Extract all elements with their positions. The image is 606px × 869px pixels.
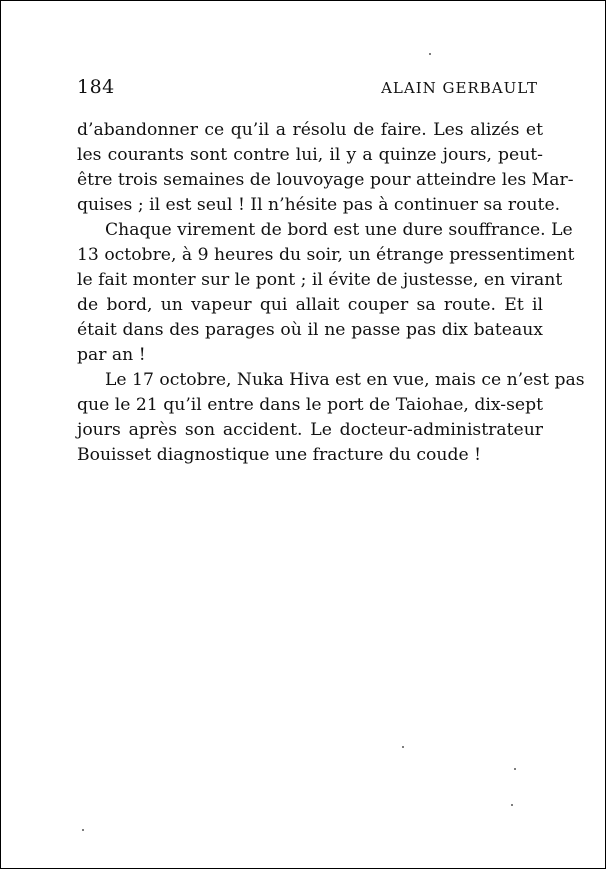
scan-speck: [82, 829, 84, 831]
text-line: Le 17 octobre, Nuka Hiva est en vue, mais ce n’est pas: [105, 370, 585, 390]
scan-speck: [402, 746, 404, 748]
running-header: ALAIN GERBAULT: [381, 79, 538, 97]
text-line: que le 21 qu’il entre dans le port de Taiohae, dix-sept: [77, 395, 543, 415]
scan-speck: [429, 53, 431, 55]
text-line: Chaque virement de bord est une dure souffrance. Le: [105, 220, 573, 240]
text-line: d’abandonner ce qu’il a résolu de faire. Les alizés et: [77, 120, 543, 140]
text-line: était dans des parages où il ne passe pas dix bateaux: [77, 320, 543, 340]
text-line: jours après son accident. Le docteur-administrateur: [77, 420, 543, 440]
body-text: [77, 118, 585, 468]
page-number: 184: [77, 76, 115, 98]
text-line: les courants sont contre lui, il y a quinze jours, peut-: [77, 145, 543, 165]
text-line: être trois semaines de louvoyage pour atteindre les Mar-: [77, 170, 574, 190]
text-line: 13 octobre, à 9 heures du soir, un étrange pressentiment: [77, 245, 575, 265]
text-line: de bord, un vapeur qui allait couper sa route. Et il: [77, 295, 543, 315]
text-line: quises ; il est seul ! Il n’hésite pas à continuer sa route.: [77, 195, 561, 215]
text-line: Bouisset diagnostique une fracture du coude !: [77, 445, 481, 465]
text-line: le fait monter sur le pont ; il évite de justesse, en virant: [77, 270, 563, 290]
scan-speck: [514, 768, 516, 770]
scan-speck: [511, 804, 513, 806]
text-line: par an !: [77, 345, 146, 365]
